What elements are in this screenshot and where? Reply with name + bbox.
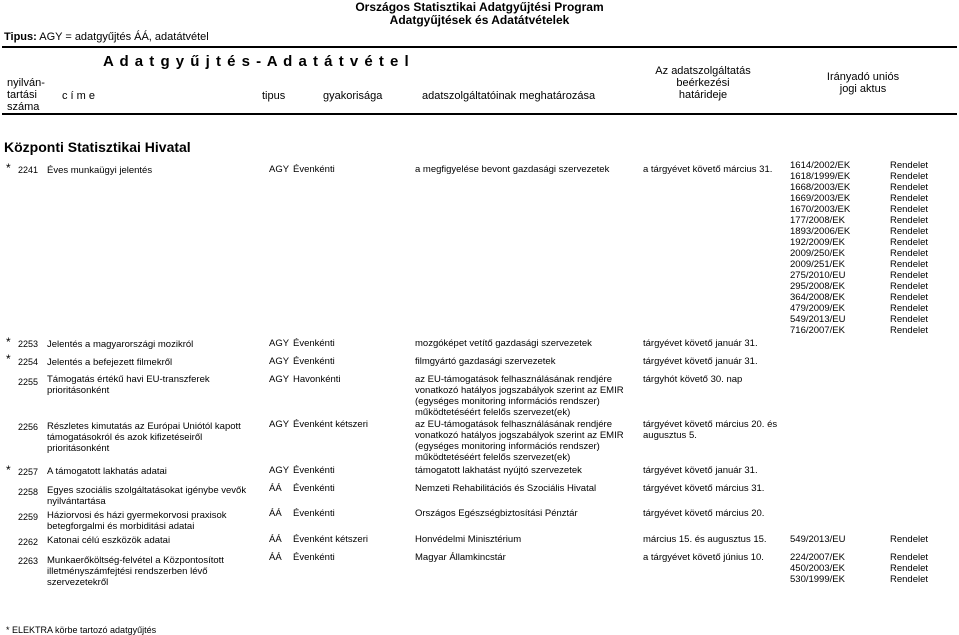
row-type: ÁÁ <box>269 552 282 563</box>
row-deadline: a tárgyévet követő március 31. <box>643 164 773 175</box>
row-deadline: a tárgyévet követő június 10. <box>643 552 764 563</box>
row-provider: az EU-támogatások felhasználásának rendjére vonatkozó hatályos jogszabályok szerint az EMIR (egységes monitoring információs rendszer) működtetéséért felelős szervezet(ek) <box>415 419 624 463</box>
row-provider: Magyar Államkincstár <box>415 552 506 563</box>
row-type: AGY <box>269 419 290 430</box>
col-cime: c í m e <box>62 90 96 102</box>
main-title: A d a t g y ű j t é s - A d a t á t v é t e l <box>103 53 410 70</box>
row-frequency: Évenkénti <box>293 356 335 367</box>
row-deadline: tárgyhót követő 30. nap <box>643 374 743 385</box>
row-provider: Nemzeti Rehabilitációs és Szociális Hivatal <box>415 483 597 494</box>
row-provider: az EU-támogatások felhasználásának rendjére vonatkozó hatályos jogszabályok szerint az EMIR (egységes monitoring információs rendszer) működtetéséért felelős szervezet(ek) <box>415 374 624 418</box>
col-nyilv: nyilván- tartási száma <box>7 77 45 113</box>
header-rule-top <box>2 46 957 48</box>
col-jogi: Irányadó uniós jogi aktus <box>826 71 900 95</box>
tipus-value: AGY = adatgyűjtés ÁÁ, adatátvétel <box>39 31 209 43</box>
row-frequency: Évenkénti <box>293 164 335 175</box>
footer-note: * ELEKTRA körbe tartozó adatgyűjtés <box>6 625 157 635</box>
regulation-type-list: Rendelet Rendelet Rendelet <box>890 552 929 585</box>
row-title: Katonai célú eszközök adatai <box>47 535 171 546</box>
row-type: ÁÁ <box>269 534 282 545</box>
regulation-type-list: Rendelet Rendelet Rendelet Rendelet Rendelet Rendelet Rendelet Rendelet Rendelet Rendelet Rendelet Rendelet Rendelet Rendelet Rendelet Rendelet <box>890 160 929 336</box>
row-deadline: március 15. és augusztus 15. <box>643 534 767 545</box>
row-title: A támogatott lakhatás adatai <box>47 466 167 477</box>
tipus-line <box>4 31 209 43</box>
program-subtitle: Adatgyűjtések és Adatátvételek <box>389 13 570 27</box>
col-adatszolg: adatszolgáltatóinak meghatározása <box>422 90 596 102</box>
tipus-label: Tipus: <box>4 31 37 43</box>
row-provider: támogatott lakhatást nyújtó szervezetek <box>415 465 582 476</box>
row-title: Támogatás értékű havi EU-transzferek prioritásonként <box>47 374 210 396</box>
row-title: Egyes szociális szolgáltatásokat igénybe vevők nyilvántartása <box>47 485 247 507</box>
row-frequency: Évenkénti <box>293 338 335 349</box>
section-title: Központi Statisztikai Hivatal <box>4 139 191 155</box>
row-number: 2259 <box>18 512 39 522</box>
program-title: Országos Statisztikai Adatgyűjtési Program <box>355 0 604 14</box>
elektra-star: * <box>6 463 11 477</box>
row-type: AGY <box>269 356 290 367</box>
row-title: Munkaerőköltség-felvétel a Központosított illetményszámfejtési rendszerben lévő szervezetekről <box>47 555 224 588</box>
row-provider: mozgóképet vetítő gazdasági szervezetek <box>415 338 592 349</box>
row-deadline: tárgyévet követő március 31. <box>643 483 765 494</box>
row-number: 2262 <box>18 537 39 547</box>
row-deadline: tárgyévet követő január 31. <box>643 356 758 367</box>
row-type: AGY <box>269 374 290 385</box>
row-number: 2253 <box>18 339 39 349</box>
row-provider: a megfigyelése bevont gazdasági szervezetek <box>415 164 610 175</box>
row-deadline: tárgyévet követő január 31. <box>643 465 758 476</box>
row-frequency: Évenként kétszeri <box>293 534 368 545</box>
row-title: Jelentés a magyarországi mozikról <box>47 339 194 350</box>
regulation-id: 549/2013/EU <box>790 534 846 545</box>
row-title: Részletes kimutatás az Európai Uniótól kapott támogatásokról és azok kifizetéseiről prioritásonként <box>47 421 241 454</box>
row-type: AGY <box>269 465 290 476</box>
row-number: 2241 <box>18 165 39 175</box>
row-type: ÁÁ <box>269 508 282 519</box>
row-deadline: tárgyévet követő március 20. <box>643 508 765 519</box>
row-number: 2258 <box>18 487 39 497</box>
row-type: ÁÁ <box>269 483 282 494</box>
row-provider: Országos Egészségbiztosítási Pénztár <box>415 508 578 519</box>
row-number: 2256 <box>18 422 39 432</box>
col-hatarido: Az adatszolgáltatás beérkezési határideje <box>655 65 751 101</box>
row-number: 2257 <box>18 467 39 477</box>
row-number: 2254 <box>18 357 39 367</box>
header-rule-bottom <box>2 113 957 115</box>
row-number: 2263 <box>18 556 39 566</box>
row-number: 2255 <box>18 377 39 387</box>
row-deadline: tárgyévet követő január 31. <box>643 338 758 349</box>
row-type: AGY <box>269 164 290 175</box>
regulation-list: 1614/2002/EK 1618/1999/EK 1668/2003/EK 1669/2003/EK 1670/2003/EK 177/2008/EK 1893/2006/EK 192/2009/EK 2009/250/EK 2009/251/EK 275/2010/EU 295/2008/EK 364/2008/EK 479/2009/EK 549/2013/EU 716/2007/EK <box>790 160 851 336</box>
regulation-type: Rendelet <box>890 534 929 545</box>
row-provider: Honvédelmi Minisztérium <box>415 534 522 545</box>
row-provider: filmgyártó gazdasági szervezetek <box>415 356 556 367</box>
elektra-star: * <box>6 161 11 175</box>
col-tipus: tipus <box>262 90 286 102</box>
row-frequency: Évenként kétszeri <box>293 419 368 430</box>
row-deadline: tárgyévet követő március 20. és augusztus 5. <box>643 419 778 441</box>
row-title: Éves munkaügyi jelentés <box>47 165 153 176</box>
regulation-list: 224/2007/EK 450/2003/EK 530/1999/EK <box>790 552 845 585</box>
elektra-star: * <box>6 335 11 349</box>
elektra-star: * <box>6 352 11 366</box>
row-frequency: Havonkénti <box>293 374 341 385</box>
row-title: Háziorvosi és házi gyermekorvosi praxisok betegforgalmi és morbiditási adatai <box>47 510 227 532</box>
col-gyakorisaga: gyakorisága <box>323 90 383 102</box>
row-type: AGY <box>269 338 290 349</box>
row-frequency: Évenkénti <box>293 552 335 563</box>
row-frequency: Évenkénti <box>293 465 335 476</box>
row-frequency: Évenkénti <box>293 483 335 494</box>
row-title: Jelentés a befejezett filmekről <box>47 357 173 368</box>
row-frequency: Évenkénti <box>293 508 335 519</box>
